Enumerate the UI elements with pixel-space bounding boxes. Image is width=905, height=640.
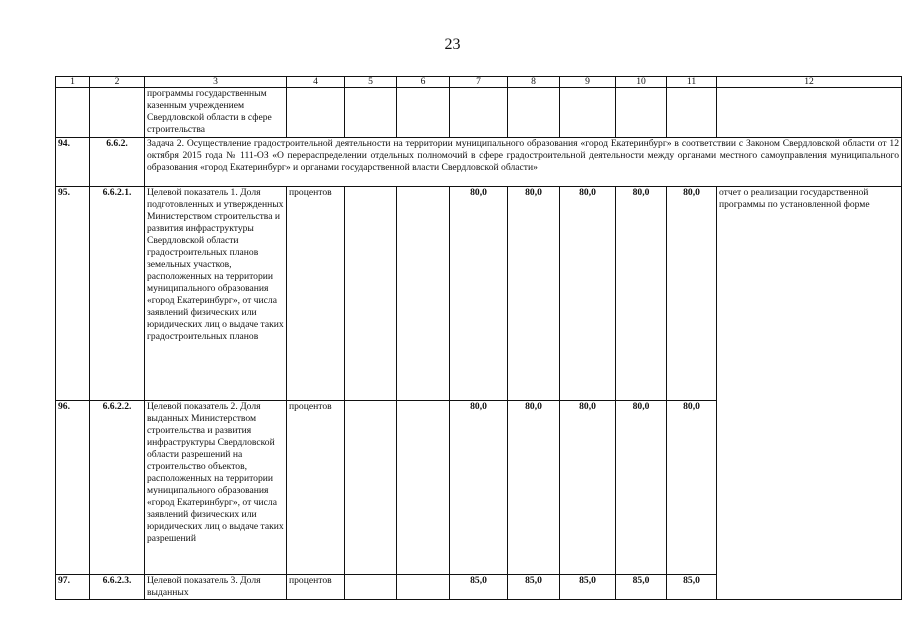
- value-cell: 80,0: [616, 401, 667, 575]
- value-cell: 85,0: [560, 575, 616, 600]
- value-cell: 80,0: [667, 187, 717, 401]
- report-note: отчет о реализации государственной программы по установленной форме: [717, 187, 902, 600]
- row-number: 96.: [56, 401, 90, 575]
- table-row-task: [56, 138, 902, 187]
- column-header: 11: [667, 77, 717, 88]
- table-row-continuation: [56, 88, 902, 138]
- value-cell: 85,0: [508, 575, 560, 600]
- value-cell: 80,0: [508, 401, 560, 575]
- value-cell: 85,0: [616, 575, 667, 600]
- column-header: 12: [717, 77, 902, 88]
- row-number: 95.: [56, 187, 90, 401]
- column-header: 8: [508, 77, 560, 88]
- value-cell: 80,0: [508, 187, 560, 401]
- indicator-name: Целевой показатель 3. Доля выданных: [145, 575, 287, 600]
- row-code: 6.6.2.3.: [90, 575, 145, 600]
- value-cell: 80,0: [450, 401, 508, 575]
- task-description: Задача 2. Осуществление градостроительной деятельности на территории муниципального образования «город Екатеринбург» в соответствии с Законом Свердловской области от 12 октября 2015 года № 111-ОЗ «О перераспределении отдельных полномочий в сфере градостроительной деятельности между органами местного самоуправления муниципального образования «город Екатеринбург» и органами государственной власти Свердловской области»: [145, 138, 902, 187]
- column-header: 7: [450, 77, 508, 88]
- value-cell: 80,0: [616, 187, 667, 401]
- column-header: 5: [345, 77, 397, 88]
- table-row: [56, 187, 902, 401]
- column-header: 10: [616, 77, 667, 88]
- unit-cell: процентов: [287, 401, 345, 575]
- indicator-name: Целевой показатель 1. Доля подготовленных и утвержденных Министерством строительства и развития инфраструктуры Свердловской области градостроительных планов земельных участков, расположенных на территории муниципального образования «город Екатеринбург», от числа заявлений физических или юридических лиц о выдаче таких градостроительных планов: [145, 187, 287, 401]
- column-number-row: [56, 77, 902, 88]
- row-number: 97.: [56, 575, 90, 600]
- indicator-name: Целевой показатель 2. Доля выданных Министерством строительства и развития инфраструктуры Свердловской области разрешений на строительство объектов, расположенных на территории муниципального образования «город Екатеринбург», от числа заявлений физических или юридических лиц о выдаче таких разрешений: [145, 401, 287, 575]
- column-header: 1: [56, 77, 90, 88]
- page-number: 23: [444, 36, 461, 53]
- unit-cell: процентов: [287, 187, 345, 401]
- column-header: 3: [145, 77, 287, 88]
- row-name-cell: программы государственным казенным учреждением Свердловской области в сфере строительства: [145, 88, 287, 138]
- program-table: [55, 76, 902, 600]
- value-cell: 85,0: [450, 575, 508, 600]
- column-header: 9: [560, 77, 616, 88]
- value-cell: 80,0: [560, 401, 616, 575]
- row-code: 6.6.2.2.: [90, 401, 145, 575]
- column-header: 4: [287, 77, 345, 88]
- value-cell: [345, 187, 397, 401]
- row-number: 94.: [56, 138, 90, 187]
- value-cell: [397, 401, 450, 575]
- value-cell: 80,0: [560, 187, 616, 401]
- unit-cell: процентов: [287, 575, 345, 600]
- value-cell: [345, 401, 397, 575]
- value-cell: [397, 187, 450, 401]
- value-cell: [397, 575, 450, 600]
- column-header: 6: [397, 77, 450, 88]
- value-cell: [345, 575, 397, 600]
- value-cell: 85,0: [667, 575, 717, 600]
- row-code: 6.6.2.1.: [90, 187, 145, 401]
- value-cell: 80,0: [667, 401, 717, 575]
- column-header: 2: [90, 77, 145, 88]
- row-code: 6.6.2.: [90, 138, 145, 187]
- value-cell: 80,0: [450, 187, 508, 401]
